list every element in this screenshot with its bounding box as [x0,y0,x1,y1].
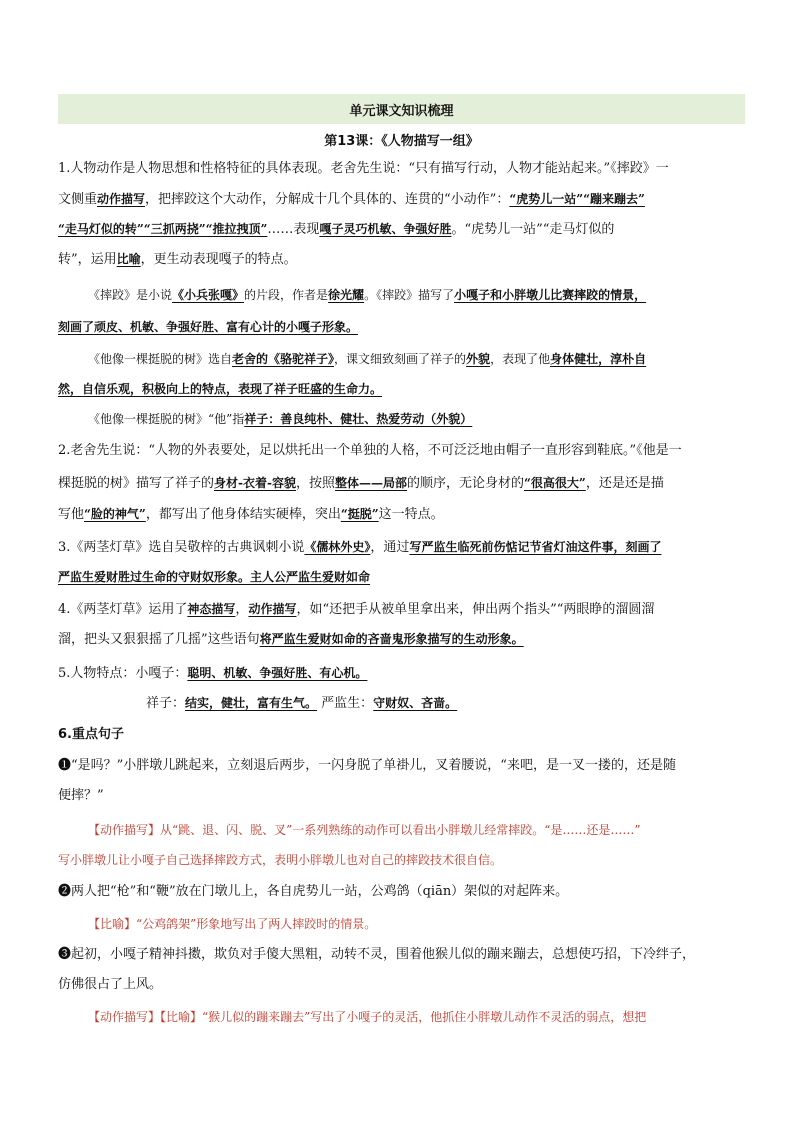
p1-line-3 [58,220,614,239]
keyword: “虎势儿一站”“蹦来蹦去” [509,192,645,206]
text: ，按照 [295,476,335,491]
a3-line-1 [88,1008,646,1026]
lesson-title: 第13课：《人物描写一组》 [324,134,479,149]
section-title-bar [58,94,745,124]
text: 3.《两茎灯草》选自吴敬梓的古典讽刺小说 [58,540,305,555]
text: ……表现 [267,222,320,237]
note2-line-2: 然，自信乐观，积极向上的特点，表现了祥子旺盛的生命力。 [58,382,383,396]
keyword: 守财奴、吝啬。 [373,696,458,710]
text: ，课文细致刻画了祥子的 [334,352,467,366]
text: 这一特点。 [378,507,444,522]
s1-line-2: 便摔？” [58,788,104,803]
s3-line-2: 仿佛很占了上风。 [58,977,163,992]
text: 棵挺脱的树》描写了祥子的 [58,476,215,491]
p2-line-3 [58,505,444,524]
note1-line-2: 刻画了顽皮、机敏、争强好胜、富有心计的小嘎子形象。 [58,320,359,334]
text: 。“虎势儿一站”“走马灯似的 [451,222,615,237]
a1-line-2: 写小胖墩儿让小嘎子自己选择摔跤方式，表明小胖墩儿也对自己的摔跤技术很自信。 [58,853,503,867]
keyword: 写严监生临死前伤惦记节省灯油这件事，刻画了 [409,540,662,554]
text: 严监生： [317,696,374,711]
text: 文侧重 [58,192,98,207]
s3-line-1: ❸起初，小嘎子精神抖擞，欺负对手傻大黑粗，动转不灵，围着他猴儿似的蹦来蹦去，总想使巧招，下冷绊子， [58,947,696,962]
p2-line-1: 2.老舍先生说：“人物的外表要处，足以烘托出一个单独的人格，不可泛泛地由帽子一直形容到鞋底。”《他是一 [58,443,682,458]
text: ，都写出了他身体结实硬棒，突出 [145,507,341,522]
annotation-tag: 【比喻】 [88,917,137,931]
text: 转”，运用 [58,252,117,267]
text: 写他 [58,507,85,522]
a1-line-1 [88,821,641,839]
a2-line-1 [88,915,376,933]
keyword: 《儒林外史》 [304,540,371,554]
keyword: 聪明、机敏、争强好胜、有心机。 [187,666,368,680]
p5-line-1 [58,664,367,683]
keyword: 嘎子灵巧机敏、争强好胜 [319,222,452,236]
text: ，还是还是描 [585,476,664,491]
text: ， [235,602,249,617]
text: 《他像一棵挺脱的树》“他”指 [88,412,245,426]
keyword: “脸的神气” [84,507,146,521]
text: 祥子： [146,696,186,711]
keyword: “挺脱” [340,507,379,521]
keyword: 身体健壮，淳朴自 [550,352,647,366]
keyword: 神态描写 [187,602,236,616]
note2-line-1 [88,350,646,368]
keyword: 小嘎子和小胖墩儿比赛摔跤的情景， [454,288,647,302]
keyword: 整体——局部 [335,476,408,490]
p4-line-2 [58,630,524,649]
annotation-tag: 【动作描写】【比喻】 [88,1010,203,1024]
note1-line-1 [88,286,646,304]
keyword: 将严监生爱财如命的吝啬鬼形象描写的生动形象。 [259,632,524,646]
note3-line-1 [88,410,472,428]
text: “公鸡鸽架”形象地写出了两人摔跤时的情景。 [136,917,377,931]
p6-heading: 6.重点句子 [58,727,124,742]
keyword: “走马灯似的转”“三抓两挠”“推拉拽顶” [58,222,268,236]
text: 从“跳、退、闪、脱、叉”一系列熟练的动作可以看出小胖墩儿经常摔跤。“是……还是……” [160,823,641,837]
text: 溜，把头又狠狠摇了几摇”这些语句 [58,632,260,647]
keyword: 结实，健壮，富有生气。 [185,696,318,710]
p1-line-2 [58,190,645,209]
text: 。《摔跤》描写了 [364,288,455,302]
text: 《摔跤》是小说 [88,288,173,302]
p4-line-1 [58,600,654,619]
keyword: 老舍的《骆驼祥子》 [232,352,335,366]
text: ，如“还把手从被单里拿出来，伸出两个指头”“两眼睁的溜圆溜 [296,602,655,617]
text: “猴儿似的蹦来蹦去”写出了小嘎子的灵活，他抓住小胖墩儿动作不灵活的弱点，想把 [202,1010,647,1024]
keyword: 外貌 [466,352,491,366]
p3-line-2: 严监生爱财胜过生命的守财奴形象。主人公严监生爱财如命 [58,570,371,584]
text: ，通过 [370,540,410,555]
text: 4.《两茎灯草》运用了 [58,602,188,617]
text: ，更生动表现嘎子的特点。 [140,252,297,267]
keyword: “很高很大” [524,476,586,490]
keyword: 动作描写 [97,192,146,206]
text: 的片段，作者是 [244,288,329,302]
text: 《他像一棵挺脱的树》选自 [88,352,233,366]
s2-line-1: ❷两人把“枪”和“鞭”放在门墩儿上，各自虎势儿一站，公鸡鸽（qiān）架似的对起阵来。 [58,884,569,899]
keyword: 身材-衣着-容貌 [214,476,296,490]
text: 的顺序，无论身材的 [407,476,525,491]
p1-line-1: 1.人物动作是人物思想和性格特征的具体表现。老舍先生说：“只有描写行动，人物才能站起来。”《摔跤》一 [58,161,669,176]
keyword: 《小兵张嘎》 [172,288,245,302]
text: ，把摔跤这个大动作，分解成十几个具体的、连贯的“小动作”： [145,192,510,207]
p2-line-2 [58,474,664,493]
p5-line-2 [146,694,457,713]
s1-line-1: ❶“是吗？”小胖墩儿跳起来，立刻退后两步，一闪身脱了单褂儿，叉着腰说，“来吧，是一叉一搂的，还是随 [58,758,676,773]
p1-line-4 [58,250,297,269]
keyword: 动作描写 [248,602,297,616]
keyword: 徐光耀 [328,288,365,302]
keyword: 祥子：善良纯朴、健壮、热爱劳动（外貌） [244,412,473,426]
text: 5.人物特点：小嘎子： [58,666,188,681]
p3-line-1 [58,538,661,557]
text: ，表现了他 [490,352,551,366]
section-title: 单元课文知识梳理 [349,103,454,119]
keyword: 比喻 [116,252,141,266]
annotation-tag: 【动作描写】 [88,823,161,837]
